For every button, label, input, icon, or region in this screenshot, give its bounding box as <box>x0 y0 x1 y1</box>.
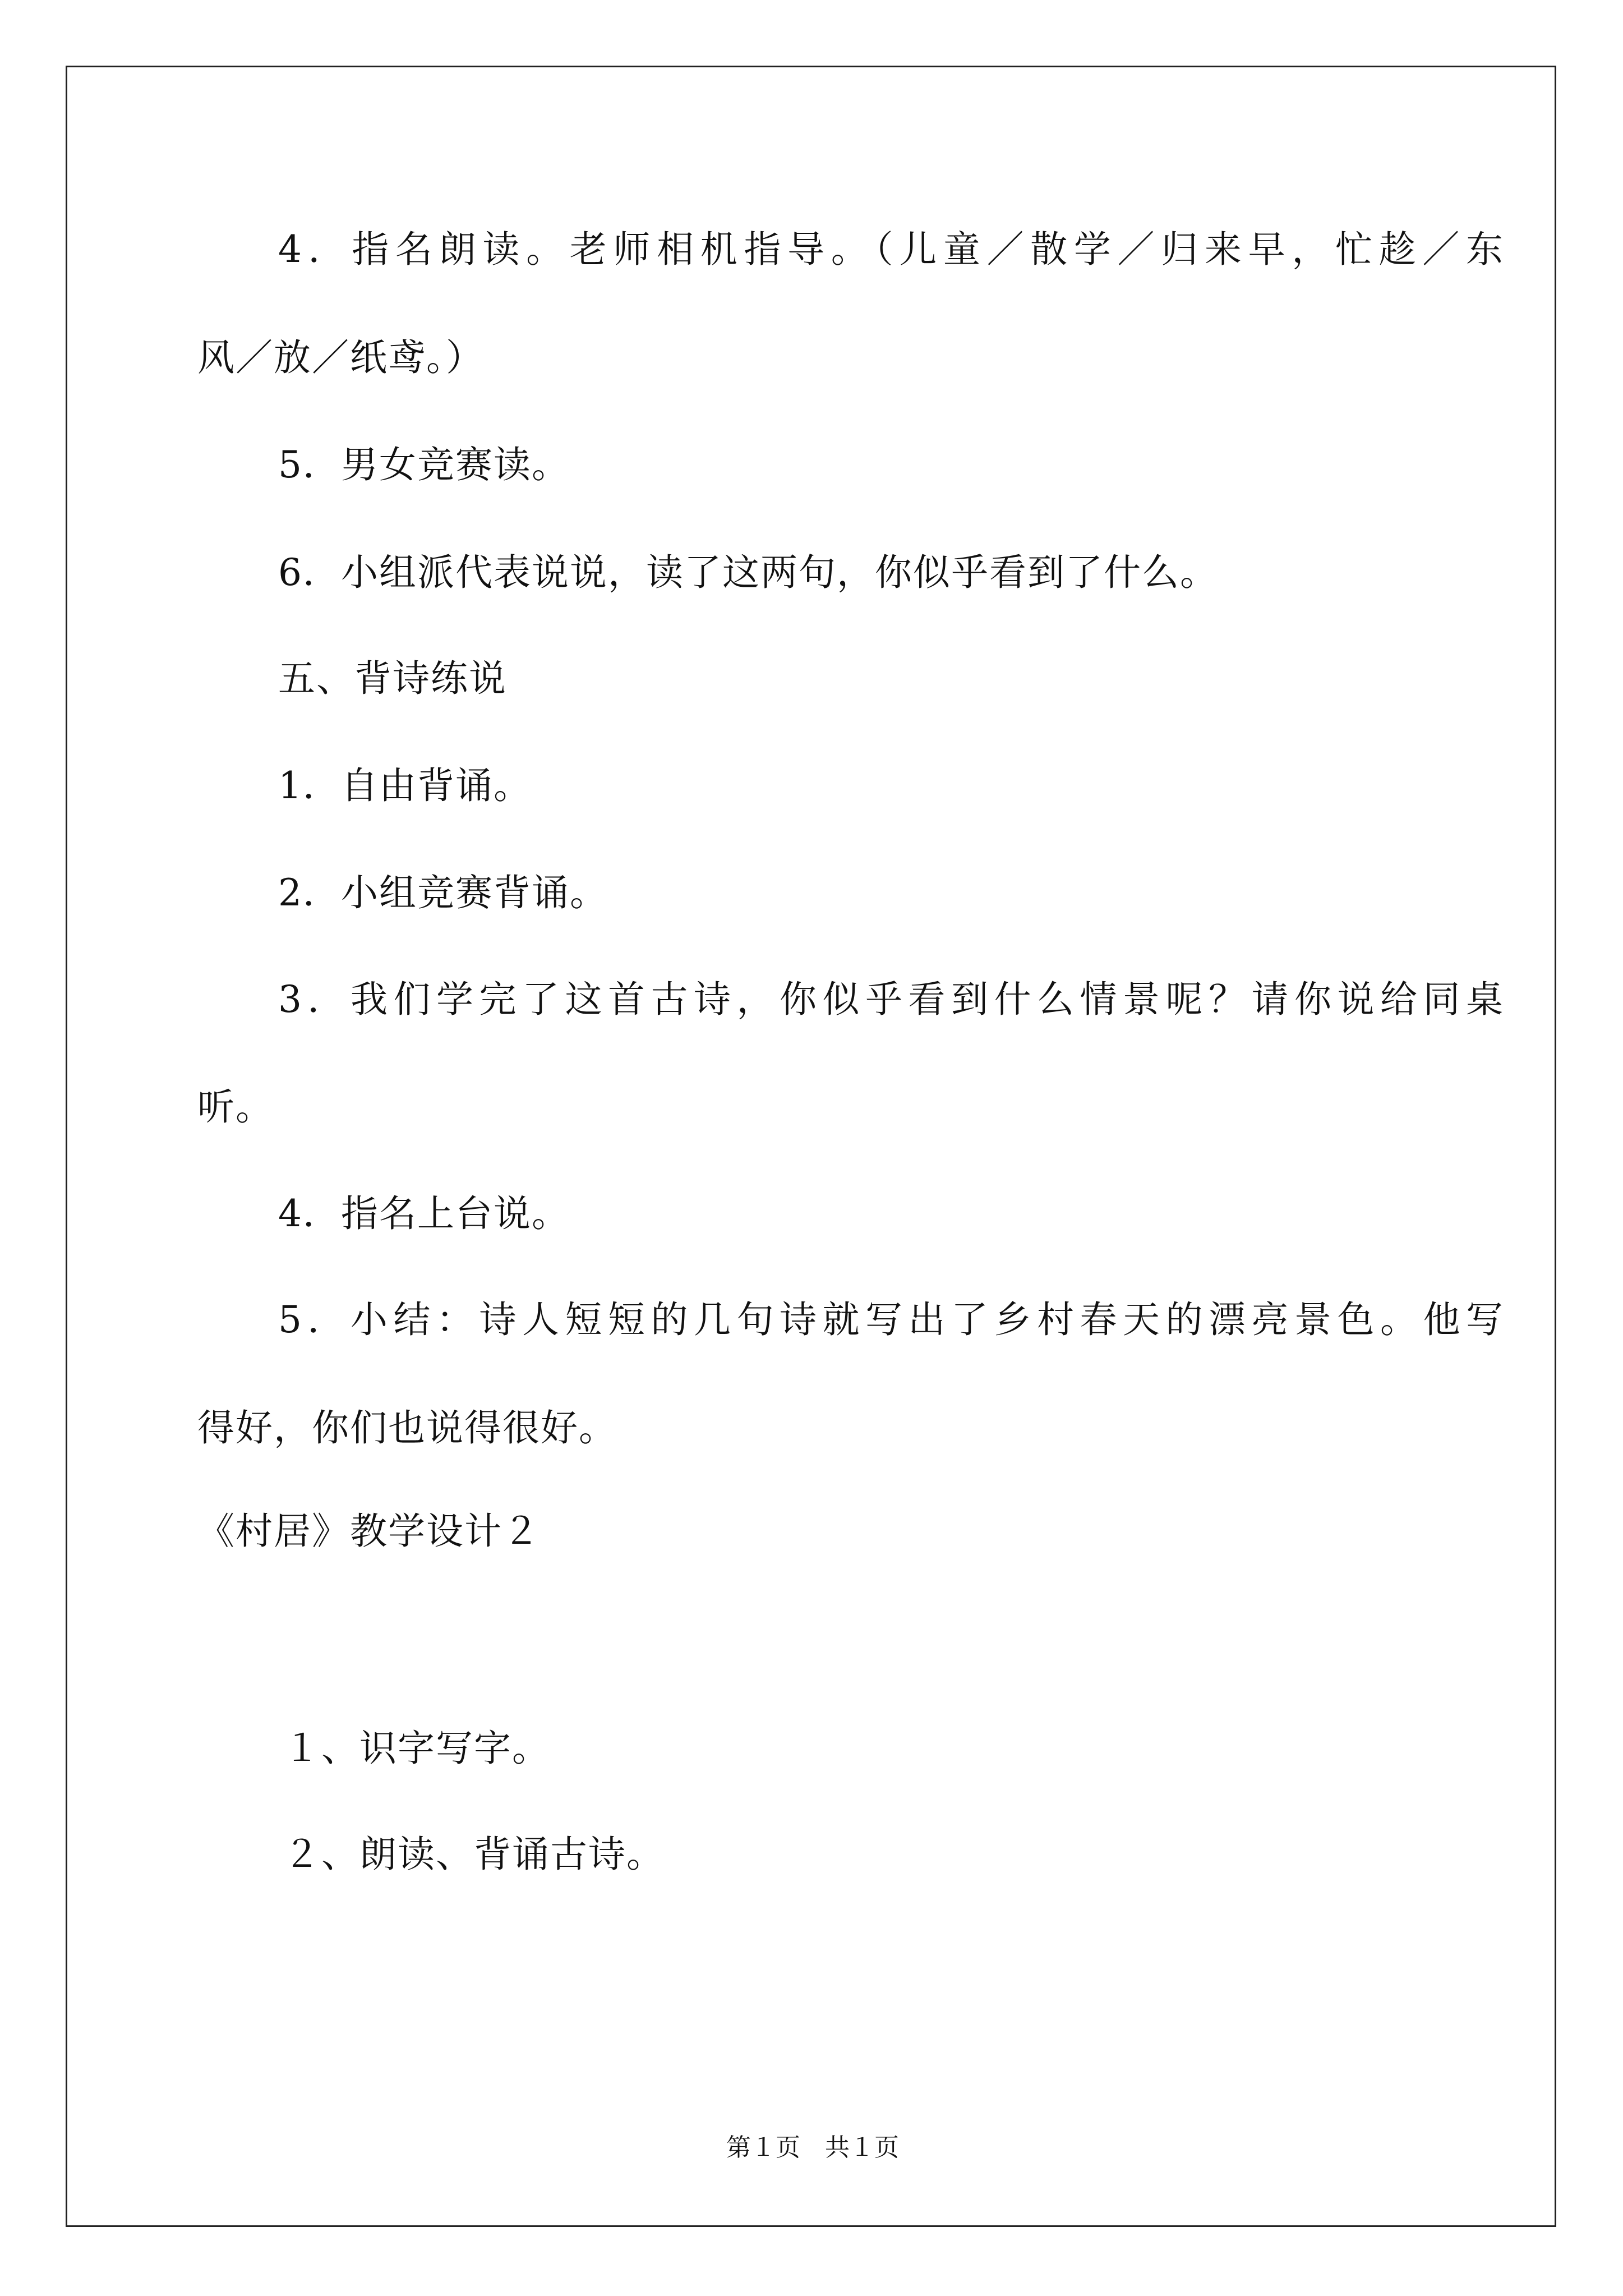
paragraph-summary-line1: 5．小结：诗人短短的几句诗就写出了乡村春天的漂亮景色。他写 <box>278 1298 1504 1341</box>
section-heading-recite: 五、背诗练说 <box>278 657 507 700</box>
paragraph-stage-talk: 4．指名上台说。 <box>278 1192 570 1235</box>
paragraph-read-aloud-line2: 风／放／纸鸢。） <box>197 336 484 379</box>
paragraph-free-recite: 1．自由背诵。 <box>278 764 532 807</box>
paragraph-read-aloud-line1: 4．指名朗读。老师相机指导。（儿童／散学／归来早，忙趁／东 <box>278 228 1504 271</box>
design2-item-recite: ２、朗读、背诵古诗。 <box>283 1833 665 1876</box>
page-number-footer: 第１页 共１页 <box>726 2133 899 2162</box>
design2-item-literacy: １、识字写字。 <box>283 1727 550 1770</box>
paragraph-gender-contest: 5．男女竞赛读。 <box>278 443 570 486</box>
paragraph-scene-line2: 听。 <box>197 1085 274 1129</box>
paragraph-group-recite: 2．小组竞赛背诵。 <box>278 871 608 914</box>
page-border <box>66 66 1556 2227</box>
paragraph-scene-line1: 3．我们学完了这首古诗，你似乎看到什么情景呢？请你说给同桌 <box>278 978 1504 1021</box>
design2-title: 《村居》教学设计２ <box>197 1510 541 1553</box>
paragraph-summary-line2: 得好，你们也说得很好。 <box>197 1406 617 1450</box>
paragraph-group-representative: 6．小组派代表说说，读了这两句，你似乎看到了什么。 <box>278 551 1218 594</box>
